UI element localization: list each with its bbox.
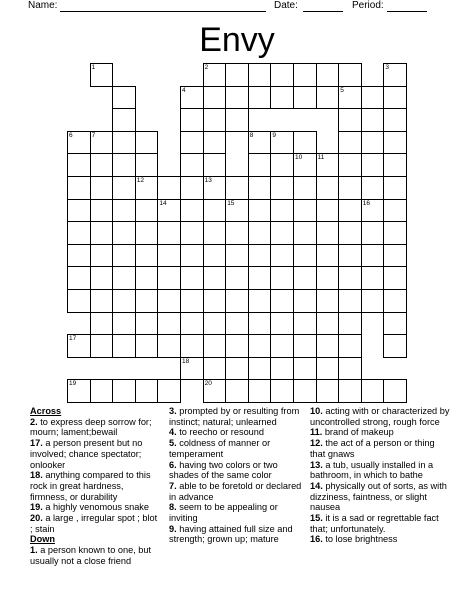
clue-number-label: 6. [169,459,177,470]
grid-cell[interactable] [361,289,385,313]
grid-cell[interactable] [293,176,317,200]
grid-cell[interactable] [383,199,407,223]
grid-cell[interactable] [157,289,181,313]
grid-cell[interactable] [270,63,294,87]
grid-cell[interactable] [67,244,91,268]
grid-cell[interactable] [316,289,340,313]
grid-cell[interactable] [383,312,407,336]
clue-item [30,470,162,502]
grid-cell[interactable] [112,131,136,155]
clue-item [169,460,305,481]
grid-cell[interactable] [338,379,362,403]
grid-cell[interactable] [248,131,272,155]
grid-cell[interactable] [157,199,181,223]
grid-cell[interactable] [248,176,272,200]
grid-cell[interactable] [270,221,294,245]
clue-item [169,502,305,523]
grid-cell[interactable] [112,153,136,177]
grid-cell[interactable] [225,86,249,110]
clue-item [310,513,450,534]
grid-cell[interactable] [180,131,204,155]
grid-cell[interactable] [383,266,407,290]
clue-number: 16 [362,199,371,207]
grid-cell[interactable] [67,176,91,200]
grid-cell[interactable] [383,244,407,268]
grid-cell[interactable] [203,357,227,381]
grid-cell[interactable] [67,379,91,403]
date-field[interactable] [303,11,343,12]
clue-item [30,438,162,470]
grid-cell[interactable] [90,131,114,155]
clue-text: physically out of sorts, as with dizziness, faintness, or slight nausea [310,480,447,513]
clue-text: a person present but no involved; chance spectator; onlooker [30,438,143,470]
clue-item [310,406,450,427]
grid-cell[interactable] [270,153,294,177]
grid-cell[interactable] [316,357,340,381]
clue-item [30,502,162,513]
grid-cell[interactable] [361,131,385,155]
grid-cell[interactable] [157,266,181,290]
grid-cell[interactable] [361,199,385,223]
clue-number: 13 [204,177,212,184]
grid-cell[interactable] [90,153,114,177]
grid-cell[interactable] [316,266,340,290]
grid-cell[interactable] [248,86,272,110]
grid-cell[interactable] [135,221,159,245]
grid-cell[interactable] [383,176,407,200]
grid-cell[interactable] [270,312,294,336]
grid-cell[interactable] [338,221,362,245]
clue-text: able to be foretold or declared in advance [169,480,302,502]
grid-cell[interactable] [316,221,340,245]
across-heading: Across [30,406,62,416]
grid-cell[interactable] [316,334,340,358]
grid-cell[interactable] [248,312,272,336]
grid-cell[interactable] [383,153,407,177]
clue-number: 18 [182,357,190,365]
grid-cell[interactable] [338,176,362,200]
clue-number-label: 16. [310,534,323,545]
clue-number: 15 [227,199,235,207]
clue-column-3 [310,406,450,545]
grid-cell[interactable] [112,379,136,403]
clue-number: 17 [69,335,77,343]
grid-cell[interactable] [90,63,114,87]
grid-cell[interactable] [338,86,362,110]
grid-cell[interactable] [225,357,249,381]
grid-cell[interactable] [112,86,136,110]
clue-number: 3 [385,64,390,71]
down-clue-list [30,545,162,566]
grid-cell[interactable] [180,334,204,358]
clue-item [169,481,305,502]
grid-cell[interactable] [383,63,407,87]
grid-cell[interactable] [203,289,227,313]
grid-cell[interactable] [180,176,204,200]
clue-text: a large , irregular spot ; blot ; stain [30,513,158,534]
grid-cell[interactable] [361,379,385,403]
clue-text: anything compared to this rock in great hardness, firmness, or durability [30,470,151,502]
grid-cell[interactable] [225,334,249,358]
grid-cell[interactable] [293,289,317,313]
grid-cell[interactable] [112,334,136,358]
grid-cell[interactable] [180,153,204,177]
clue-item [169,438,305,459]
clue-number: 7 [91,131,96,139]
clue-number-label: 10. [310,406,323,416]
clue-number: 2 [204,64,209,71]
grid-cell[interactable] [225,289,249,313]
grid-cell[interactable] [67,289,91,313]
clue-number-label: 15. [310,513,323,524]
grid-cell[interactable] [361,176,385,200]
grid-cell[interactable] [180,357,204,381]
grid-cell[interactable] [112,289,136,313]
grid-cell[interactable] [112,108,136,132]
grid-cell[interactable] [293,199,317,223]
grid-cell[interactable] [90,221,114,245]
grid-cell[interactable] [383,289,407,313]
grid-cell[interactable] [203,379,227,403]
grid-cell[interactable] [203,244,227,268]
grid-cell[interactable] [270,289,294,313]
grid-cell[interactable] [293,63,317,87]
clue-text: a tub, usually installed in a bathroom, in which to bathe [310,459,434,481]
clue-number: 20 [204,380,212,388]
grid-cell[interactable] [338,153,362,177]
clue-number-label: 13. [310,459,323,470]
grid-cell[interactable] [361,108,385,132]
puzzle-title: Envy [199,21,275,59]
grid-cell[interactable] [203,176,227,200]
grid-cell[interactable] [180,199,204,223]
grid-cell[interactable] [293,244,317,268]
grid-cell[interactable] [361,244,385,268]
grid-cell[interactable] [338,131,362,155]
grid-cell[interactable] [67,131,91,155]
clue-text: having two colors or two shades of the same color [169,459,278,481]
grid-cell[interactable] [203,199,227,223]
grid-cell[interactable] [90,334,114,358]
grid-cell[interactable] [203,312,227,336]
period-field[interactable] [387,11,427,12]
grid-cell[interactable] [383,334,407,358]
grid-cell[interactable] [338,244,362,268]
grid-cell[interactable] [180,312,204,336]
clue-number-label: 2. [30,416,38,427]
grid-cell[interactable] [248,63,272,87]
grid-cell[interactable] [270,199,294,223]
grid-cell[interactable] [157,221,181,245]
grid-cell[interactable] [361,86,385,110]
grid-cell[interactable] [316,199,340,223]
grid-cell[interactable] [180,266,204,290]
name-field[interactable] [60,11,266,12]
clue-number-label: 14. [310,480,323,491]
grid-cell[interactable] [270,379,294,403]
clue-number: 6 [69,131,73,139]
grid-cell[interactable] [270,266,294,290]
grid-cell[interactable] [135,131,159,155]
grid-cell[interactable] [135,176,159,200]
grid-cell[interactable] [203,221,227,245]
grid-cell[interactable] [203,108,227,132]
grid-cell[interactable] [90,176,114,200]
grid-cell[interactable] [203,86,227,110]
grid-cell[interactable] [180,86,204,110]
grid-cell[interactable] [293,131,317,155]
grid-cell[interactable] [135,289,159,313]
grid-cell[interactable] [383,86,407,110]
grid-cell[interactable] [157,334,181,358]
clue-number: 1 [91,64,96,71]
grid-cell[interactable] [67,153,91,177]
grid-cell[interactable] [248,244,272,268]
grid-cell[interactable] [135,312,159,336]
grid-cell[interactable] [225,176,249,200]
clue-text: a person known to one, but usually not a close friend [30,545,152,566]
clue-number-label: 19. [30,502,43,513]
grid-cell[interactable] [248,334,272,358]
clue-item [30,513,162,534]
grid-cell[interactable] [180,221,204,245]
clue-text: coldness of manner or temperament [169,438,271,459]
period-label: Period: [352,0,384,11]
grid-cell[interactable] [180,289,204,313]
grid-cell[interactable] [316,379,340,403]
date-label: Date: [274,0,298,11]
grid-cell[interactable] [270,357,294,381]
grid-cell[interactable] [361,266,385,290]
grid-cell[interactable] [135,244,159,268]
grid-cell[interactable] [157,244,181,268]
clue-text: brand of makeup [322,427,394,438]
grid-cell[interactable] [180,244,204,268]
grid-cell[interactable] [203,153,227,177]
clue-number-label: 17. [30,438,43,449]
grid-cell[interactable] [112,176,136,200]
grid-cell[interactable] [90,312,114,336]
clue-column-2 [169,406,305,545]
clue-number: 10 [295,154,303,162]
grid-cell[interactable] [338,357,362,381]
grid-cell[interactable] [270,176,294,200]
clue-item [310,438,450,459]
clue-item [169,524,305,545]
clue-text: seem to be appealing or inviting [169,502,278,524]
clue-item [30,545,162,566]
worksheet-header [0,0,474,14]
across-clue-list [30,417,162,535]
grid-cell[interactable] [338,312,362,336]
grid-cell[interactable] [203,131,227,155]
grid-cell[interactable] [248,266,272,290]
grid-cell[interactable] [157,176,181,200]
grid-cell[interactable] [67,334,91,358]
clue-number-label: 5. [169,438,177,449]
grid-cell[interactable] [293,312,317,336]
grid-cell[interactable] [270,131,294,155]
grid-cell[interactable] [90,289,114,313]
grid-cell[interactable] [248,357,272,381]
grid-cell[interactable] [135,266,159,290]
clue-item [310,481,450,513]
grid-cell[interactable] [383,379,407,403]
clue-text: to reecho or resound [176,427,265,438]
grid-cell[interactable] [316,86,340,110]
clue-item [310,534,450,545]
grid-cell[interactable] [203,334,227,358]
grid-cell[interactable] [135,379,159,403]
grid-cell[interactable] [157,379,181,403]
clue-number: 9 [272,131,277,139]
grid-cell[interactable] [270,86,294,110]
clue-number-label: 11. [310,427,323,438]
grid-cell[interactable] [225,221,249,245]
clue-text: the act of a person or thing that gnaws [310,438,435,459]
clue-number: 11 [317,154,325,162]
clue-number: 12 [136,177,145,184]
grid-cell[interactable] [338,334,362,358]
clue-number-label: 20. [30,513,43,524]
grid-cell[interactable] [270,334,294,358]
clue-text: prompted by or resulting from instinct; natural; unlearned [169,406,300,427]
clue-item [169,406,305,427]
grid-cell[interactable] [90,244,114,268]
clue-number-label: 1. [30,545,38,556]
grid-cell[interactable] [112,199,136,223]
grid-cell[interactable] [180,108,204,132]
crossword-grid [67,63,406,402]
grid-cell[interactable] [293,357,317,381]
grid-cell[interactable] [383,131,407,155]
grid-cell[interactable] [157,312,181,336]
grid-cell[interactable] [248,199,272,223]
clue-item [30,417,162,438]
clue-number-label: 12. [310,438,323,449]
clue-number: 5 [340,86,344,94]
down-heading: Down [30,534,56,545]
grid-cell[interactable] [135,334,159,358]
grid-cell[interactable] [338,266,362,290]
grid-cell[interactable] [361,153,385,177]
grid-cell[interactable] [338,108,362,132]
grid-cell[interactable] [338,199,362,223]
clue-number: 14 [159,199,167,207]
grid-cell[interactable] [293,221,317,245]
grid-cell[interactable] [225,379,249,403]
grid-cell[interactable] [90,199,114,223]
grid-cell[interactable] [316,244,340,268]
grid-cell[interactable] [203,266,227,290]
grid-cell[interactable] [383,221,407,245]
clue-number: 8 [249,131,254,139]
grid-cell[interactable] [293,153,317,177]
grid-cell[interactable] [225,108,249,132]
clue-column-1 [30,406,162,567]
grid-cell[interactable] [112,244,136,268]
grid-cell[interactable] [225,199,249,223]
clue-number-label: 7. [169,480,177,491]
clue-number-label: 9. [169,523,177,534]
grid-cell[interactable] [135,199,159,223]
grid-cell[interactable] [293,266,317,290]
grid-cell[interactable] [338,289,362,313]
grid-cell[interactable] [293,86,317,110]
grid-cell[interactable] [316,176,340,200]
grid-cell[interactable] [225,312,249,336]
grid-cell[interactable] [90,266,114,290]
clue-item [169,427,305,438]
clue-item [310,460,450,481]
clue-text: to express deep sorrow for; mourn; lament;bewail [30,416,152,438]
grid-cell[interactable] [383,108,407,132]
grid-cell[interactable] [225,63,249,87]
clue-number: 19 [69,380,77,388]
name-label: Name: [28,0,58,11]
clue-number: 4 [182,86,186,94]
grid-cell[interactable] [112,221,136,245]
grid-cell[interactable] [248,221,272,245]
grid-cell[interactable] [316,63,340,87]
grid-cell[interactable] [67,266,91,290]
grid-cell[interactable] [225,244,249,268]
clue-text: having attained full size and strength; grown up; mature [169,523,293,545]
clue-text: it is a sad or regrettable fact that; unfortunately. [310,513,439,534]
grid-cell[interactable] [270,244,294,268]
grid-cell[interactable] [135,153,159,177]
clue-number-label: 4. [169,427,177,438]
grid-cell[interactable] [316,153,340,177]
clue-item [310,427,450,438]
grid-cell[interactable] [248,289,272,313]
grid-cell[interactable] [67,199,91,223]
clue-number-label: 8. [169,502,177,513]
clue-text: acting with or characterized by uncontrolled strong, rough force [310,406,450,427]
grid-cell[interactable] [338,63,362,87]
grid-cell[interactable] [293,334,317,358]
clue-number-label: 3. [169,406,177,416]
grid-cell[interactable] [112,312,136,336]
grid-cell[interactable] [90,379,114,403]
grid-cell[interactable] [248,153,272,177]
grid-cell[interactable] [203,63,227,87]
grid-cell[interactable] [361,221,385,245]
grid-cell[interactable] [112,266,136,290]
grid-cell[interactable] [225,266,249,290]
clue-text: to lose brightness [322,534,398,545]
clue-text: a highly venomous snake [42,502,150,513]
grid-cell[interactable] [248,379,272,403]
clue-number-label: 18. [30,470,43,481]
grid-cell[interactable] [67,221,91,245]
grid-cell[interactable] [293,379,317,403]
